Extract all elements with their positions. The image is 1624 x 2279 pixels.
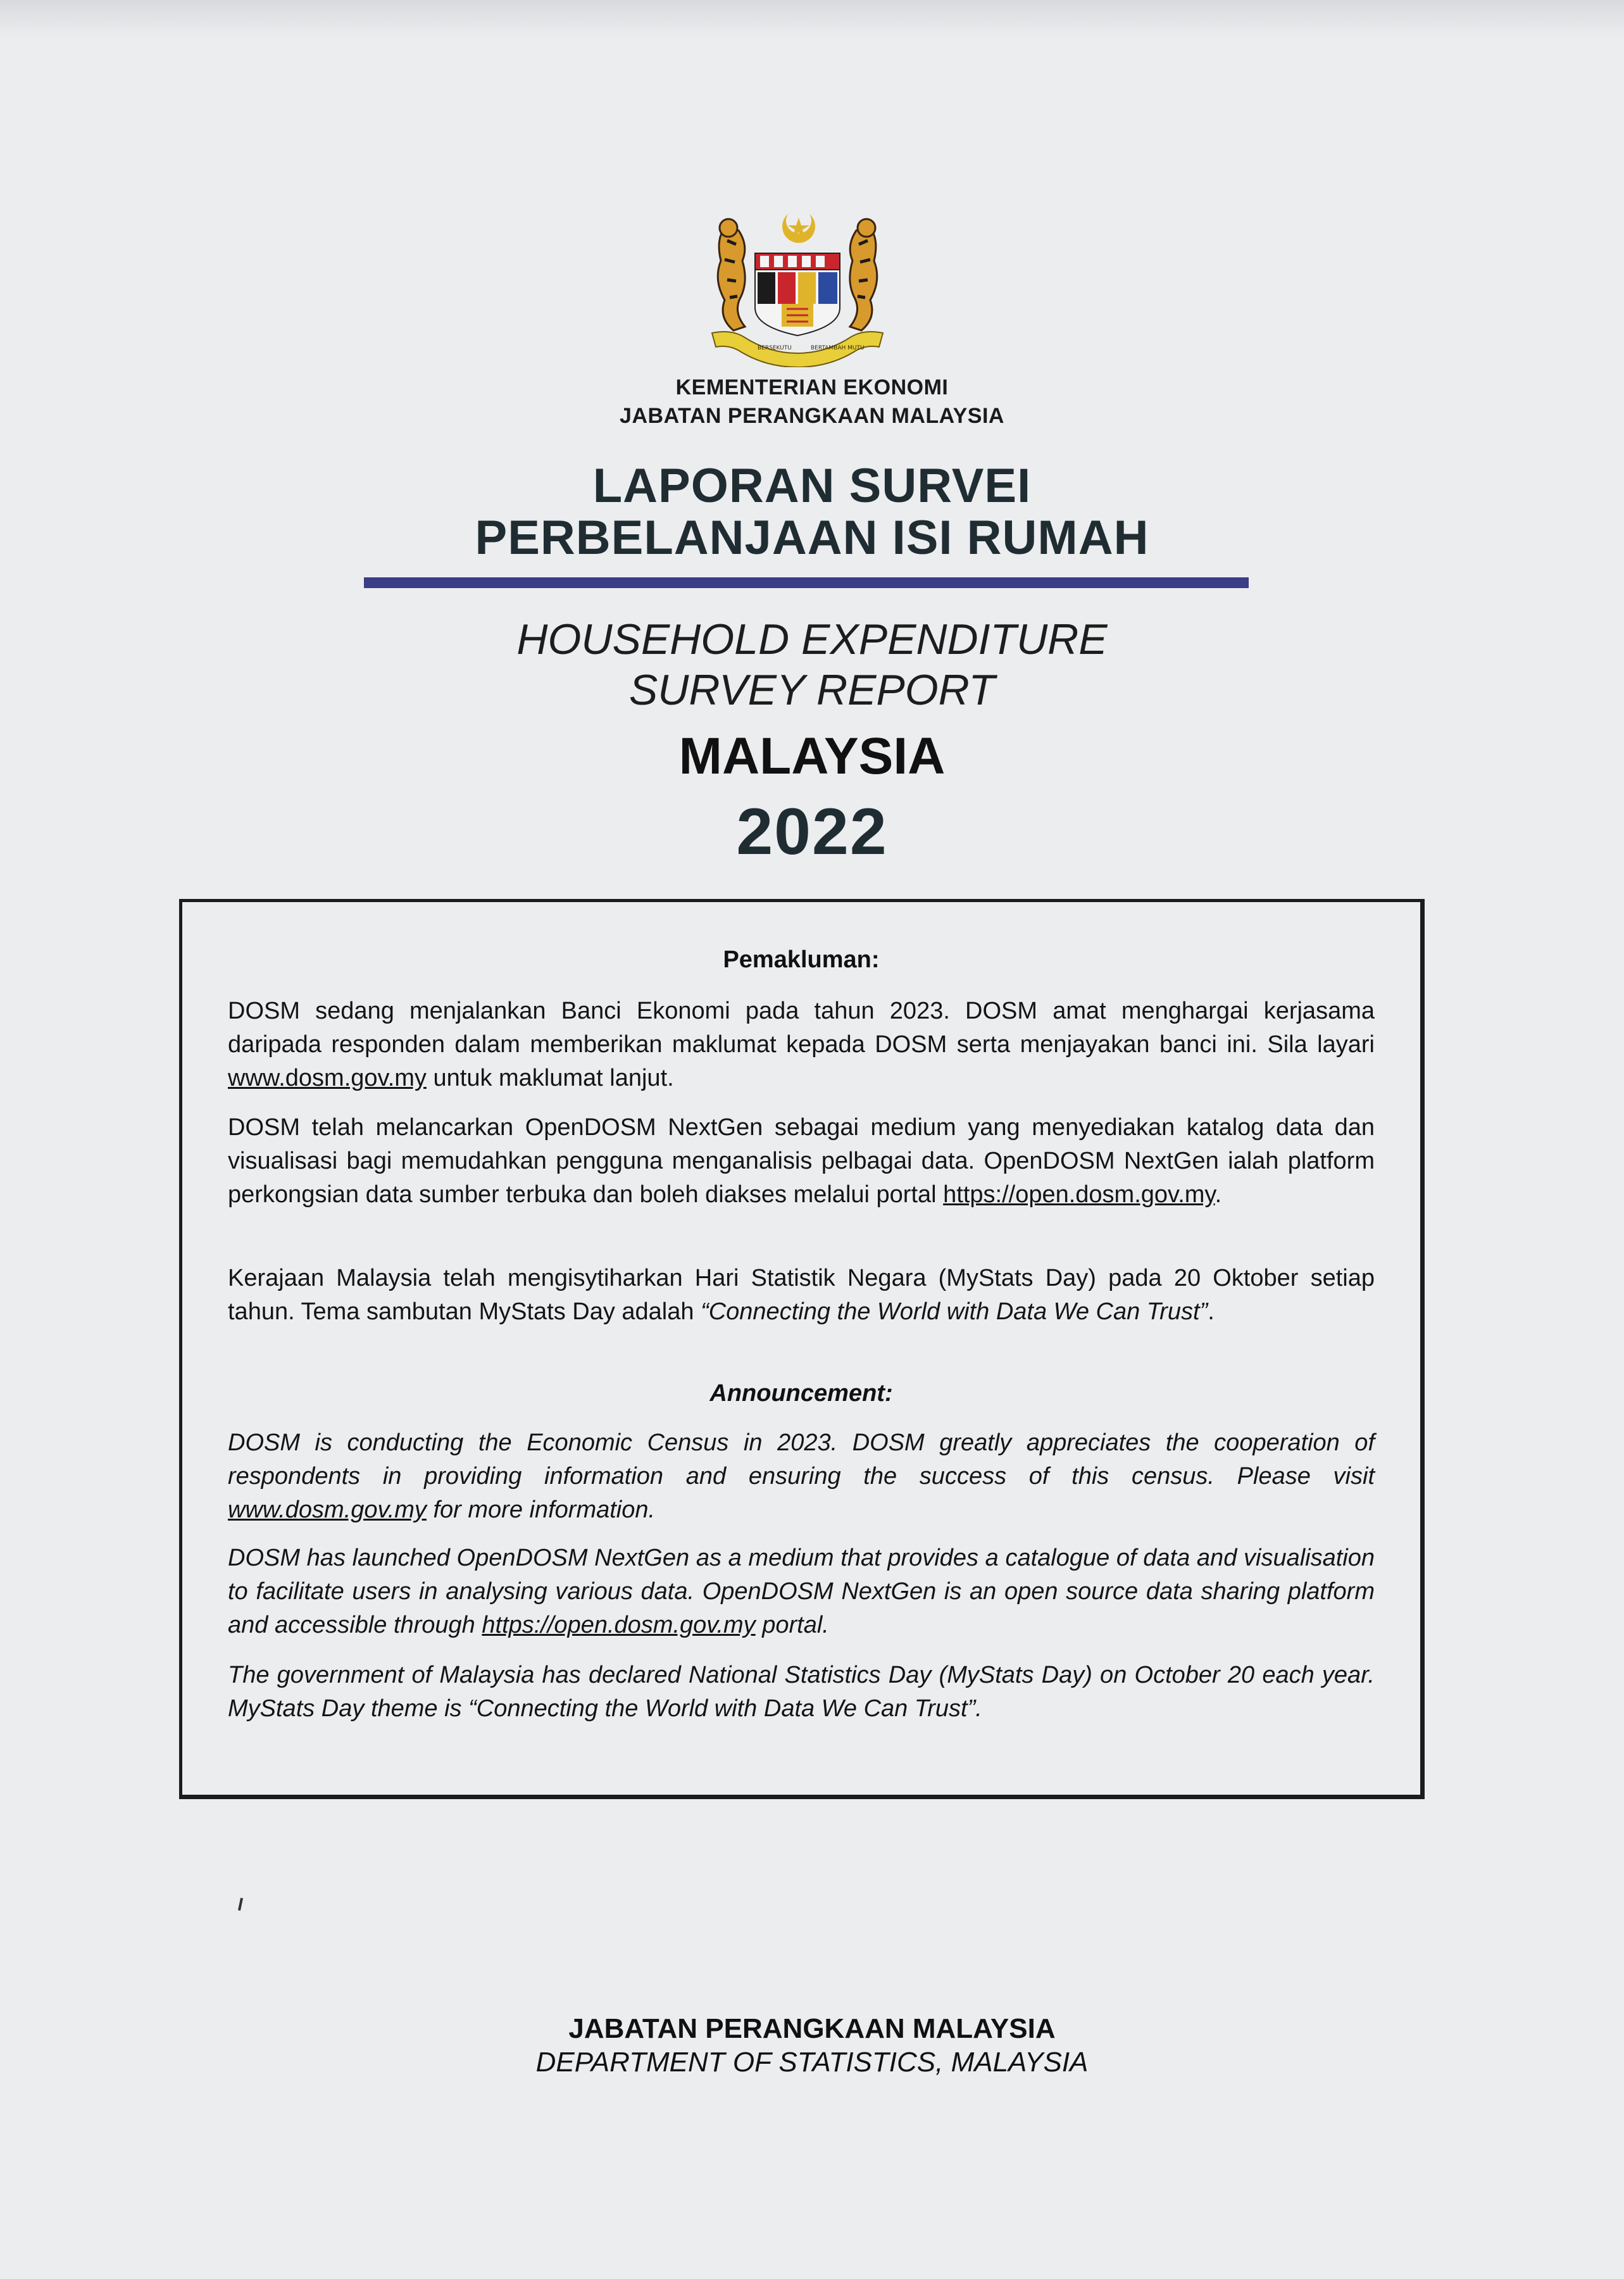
ministry-name: KEMENTERIAN EKONOMI <box>675 375 949 399</box>
report-year: 2022 <box>736 795 888 869</box>
paragraph-text: . <box>1215 1181 1222 1208</box>
malaysia-coat-of-arms-icon <box>699 209 896 367</box>
paragraph-text: DOSM is conducting the Economic Census in 2023. DOSM greatly appreciates the cooperation of respondents in providing information and ensuring the success of this census. Please visit <box>228 1429 1375 1490</box>
paragraph-text: DOSM telah melancarkan OpenDOSM NextGen sebagai medium yang menyediakan katalog data dan visualisasi bagi memudahkan pengguna menganalisis pelbagai data. OpenDOSM NextGen ialah platform perkongsian data sumber terbuka dan boleh diakses melalui portal <box>228 1114 1375 1208</box>
announcement-box <box>179 899 1425 1799</box>
paragraph-text: portal. <box>755 1612 829 1638</box>
country-label: MALAYSIA <box>678 727 946 785</box>
paragraph-text: for more information. <box>426 1497 656 1523</box>
malay-title-line2: PERBELANJAAN ISI RUMAH <box>475 511 1149 565</box>
title-divider <box>364 577 1249 588</box>
english-title-line2: SURVEY REPORT <box>628 666 996 714</box>
dosm-website-link[interactable]: www.dosm.gov.my <box>228 1497 427 1523</box>
department-name: JABATAN PERANGKAAN MALAYSIA <box>620 404 1004 428</box>
svg-text:BERSEKUTU: BERSEKUTU <box>758 345 792 351</box>
paragraph-text: . <box>1208 1298 1215 1325</box>
svg-text:BERTAMBAH MUTU: BERTAMBAH MUTU <box>811 345 865 351</box>
paragraph-text: DOSM sedang menjalankan Banci Ekonomi pada tahun 2023. DOSM amat menghargai kerjasama daripada responden dalam memberikan maklumat kepada DOSM serta menjayakan banci ini. Sila layari <box>228 998 1375 1058</box>
dosm-website-link[interactable]: www.dosm.gov.my <box>228 1065 427 1091</box>
malay-notice-paragraph-1 <box>228 995 1375 1095</box>
footer-publisher-english: DEPARTMENT OF STATISTICS, MALAYSIA <box>535 2047 1089 2078</box>
malay-notice-paragraph-3 <box>228 1262 1375 1329</box>
english-title-line1: HOUSEHOLD EXPENDITURE <box>516 615 1108 663</box>
page-edge-shadow <box>0 0 1624 38</box>
opendosm-portal-link[interactable]: https://open.dosm.gov.my <box>943 1181 1215 1208</box>
english-notice-paragraph-3: The government of Malaysia has declared National Statistics Day (MyStats Day) on October 20 each year. MyStats Day theme is “Connecting the World with Data We Can Trust”. <box>228 1662 1375 1722</box>
paragraph-text: Kerajaan Malaysia telah mengisytiharkan Hari Statistik Negara (MyStats Day) pada 20 Oktober setiap tahun. Tema sambutan MyStats Day adalah <box>228 1265 1375 1325</box>
malay-notice-paragraph-2 <box>228 1111 1375 1212</box>
english-notice-paragraph-1 <box>228 1426 1375 1527</box>
english-notice-paragraph-2 <box>228 1541 1375 1642</box>
paragraph-text: DOSM has launched OpenDOSM NextGen as a medium that provides a catalogue of data and visualisation to facilitate users in analysing various data. OpenDOSM NextGen is an open source data sharing platform and accessible through <box>228 1545 1375 1638</box>
pen-mark <box>238 1898 243 1911</box>
paragraph-text: untuk maklumat lanjut. <box>426 1065 674 1091</box>
malay-notice-heading: Pemakluman: <box>723 946 880 973</box>
english-notice-heading: Announcement: <box>709 1380 893 1407</box>
footer-publisher-malay: JABATAN PERANGKAAN MALAYSIA <box>568 2013 1056 2044</box>
malay-title-line1: LAPORAN SURVEI <box>592 459 1032 513</box>
opendosm-portal-link[interactable]: https://open.dosm.gov.my <box>482 1612 756 1638</box>
mystats-theme: “Connecting the World with Data We Can Trust” <box>701 1298 1208 1325</box>
